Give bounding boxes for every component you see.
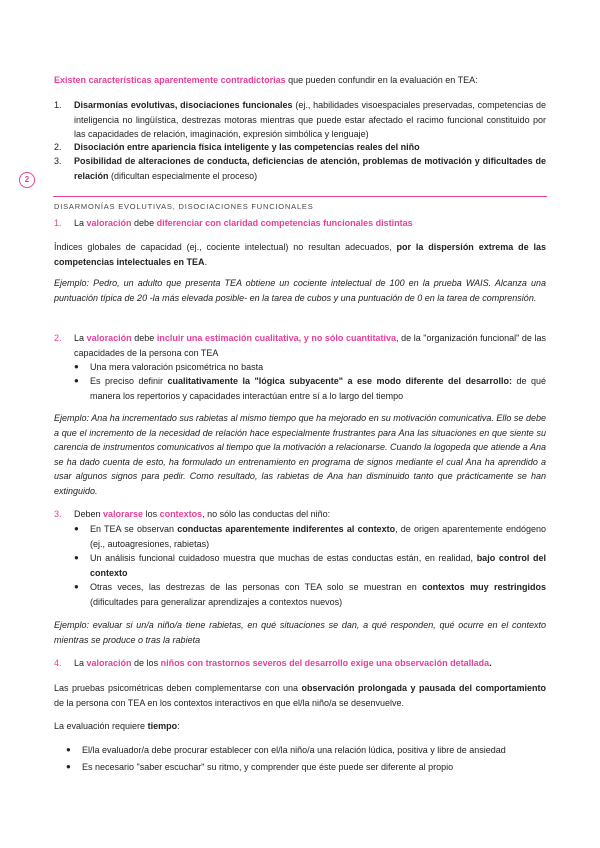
section-divider (53, 196, 547, 197)
point-1 (54, 216, 546, 231)
bullet-dot: ● (74, 362, 79, 371)
paragraph-text: . (204, 256, 208, 267)
top-list-item-2 (54, 140, 546, 155)
paragraph-bold: tiempo (147, 721, 178, 731)
point-text: La (74, 218, 87, 228)
point-2 (54, 331, 546, 360)
point-highlight: diferenciar con claridad competencias funcionales distintas (156, 218, 413, 228)
bullet-bold: contextos muy restringidos (422, 582, 546, 592)
bullet-item (74, 374, 546, 403)
bullet-item (74, 551, 546, 580)
intro-highlight: Existen características aparentemente contradictorias (54, 75, 286, 85)
bullet-text: Otras veces, las destrezas de las personas con TEA solo se muestran en (90, 582, 423, 592)
example-pedro: Ejemplo: Pedro, un adulto que presenta TEA obtiene un cociente intelectual de 100 en la prueba WAIS. Alcanza una puntuación típica de 20 -la más elevada posible- en la tarea de cubos y una puntuación de 0 en la tarea de comprensión. (54, 278, 546, 303)
list-item-rest: (dificultan especialmente el proceso) (108, 170, 258, 181)
point-text: los (143, 509, 160, 519)
point-3 (54, 507, 546, 522)
paragraph-bold: por la dispersión extrema de las competencias intelectuales en TEA (54, 242, 546, 267)
bullet-item (66, 743, 538, 758)
point-4 (54, 656, 546, 671)
point-text: La (74, 658, 87, 668)
bullet-item (74, 360, 546, 375)
paragraph-text: de la persona con TEA en los contextos interactivos en que el/la niño/a se desenvuelve. (54, 697, 405, 708)
list-item-rest: (ej., habilidades visoespaciales preservadas, competencias de inteligencia no lingüística, destrezas motoras mientras que puede estar afectado el racimo funcional constituido por las capacidades de relación, imaginación, expresión simbólica y lenguaje) (74, 100, 547, 139)
point-highlight: valoración (86, 218, 132, 228)
example-rabietas: Ejemplo: evaluar si un/a niño/a tiene rabietas, en qué situaciones se dan, a qué responden, qué ocurre en el contexto mientras se produce o tras la rabieta (54, 620, 546, 645)
paragraph-indices (54, 240, 546, 269)
list-number: 3. (54, 156, 62, 166)
point-highlight: valoración (86, 658, 132, 668)
bullet-text: , de origen aparentemente endógeno (ej., autoagresiones, rabietas) (90, 524, 547, 549)
bullet-text: (dificultades para generalizar aprendizajes a contextos nuevos) (90, 596, 343, 607)
page-number-badge: 2 (19, 172, 35, 188)
bullet-bold: bajo control del contexto (90, 553, 546, 578)
example-ana: Ejemplo: Ana ha incrementado sus rabietas al mismo tiempo que ha mejorado en su motivación comunicativa. Ello se debe a que el incremento de la necesidad de relación hace especialmente frustrantes para Ana las situaciones en que siente su carencia de instrumentos comunicativos al tiempo que la motivación a relacionarse. Cuando la logopeda que atiende a Ana se ha dado cuenta de esto, ha formulado un entrenamiento en programa de signos mediante el cual Ana ha aprendido a usar algunos signos para pedir. Como resultado, las rabietas de Ana han disminuido tanto que prácticamente se han extinguido. (54, 413, 546, 496)
list-item-bold: Disociación entre apariencia física inteligente y las competencias reales del niño (74, 142, 420, 152)
point-text: . (489, 658, 492, 668)
point-text: debe (131, 218, 157, 228)
top-list-item-1 (54, 98, 546, 142)
bullet-item (74, 580, 546, 609)
paragraph-text: Las pruebas psicométricas deben complementarse con una (54, 683, 302, 693)
point-number: 1. (54, 218, 62, 228)
point-text: La (74, 333, 87, 343)
bullet-bold: cualitativamente la "lógica subyacente" a ese modo diferente del desarrollo: (167, 376, 512, 386)
bullet-dot: ● (74, 582, 79, 591)
bullet-text: Un análisis funcional cuidadoso muestra que muchas de estas conductas están, en realidad, (90, 553, 477, 563)
paragraph-text: : (177, 721, 180, 731)
point-highlight: niños con trastornos severos del desarrollo exige una observación detallada (160, 658, 490, 668)
list-item-bold: Posibilidad de alteraciones de conducta, deficiencias de atención, problemas de motivación y dificultades de relación (74, 156, 546, 181)
bullet-dot: ● (74, 376, 79, 385)
point-highlight: incluir una estimación cualitativa, y no sólo cuantitativa (156, 333, 397, 343)
bullet-dot: ● (74, 524, 79, 533)
bullet-text: En TEA se observan (90, 524, 178, 534)
point-number: 4. (54, 658, 62, 668)
point-highlight: valoración (86, 333, 132, 343)
point-text: debe (131, 333, 157, 343)
paragraph-tiempo (54, 719, 546, 734)
bullet-text: El/la evaluador/a debe procurar establecer con el/la niño/a una relación lúdica, positiva y libre de ansiedad (82, 745, 506, 755)
paragraph-bold: observación prolongada y pausada del comportamiento (301, 683, 546, 693)
point-highlight: contextos (159, 509, 203, 519)
point-highlight: valorarse (103, 509, 144, 519)
point-text: , no sólo las conductas del niño: (202, 509, 331, 519)
point-text: Deben (74, 509, 104, 519)
bullet-text: de qué manera los repertorios y capacidades interactúan entre sí a lo largo del tiempo (90, 376, 546, 401)
paragraph-text: La evaluación requiere (54, 721, 148, 731)
point-number: 2. (54, 333, 62, 343)
bullet-dot: ● (66, 745, 71, 754)
paragraph-text: Índices globales de capacidad (ej., cociente intelectual) no resultan adecuados, (54, 242, 397, 252)
bullet-dot: ● (66, 762, 71, 771)
bullet-text: Una mera valoración psicométrica no basta (90, 362, 264, 372)
list-number: 1. (54, 100, 62, 110)
bullet-dot: ● (74, 553, 79, 562)
top-list-item-3 (54, 154, 546, 183)
point-number: 3. (54, 509, 62, 519)
paragraph-observacion (54, 681, 546, 710)
list-number: 2. (54, 142, 62, 152)
bullet-item (74, 522, 546, 551)
bullet-item (66, 760, 538, 775)
bullet-text: Es preciso definir (90, 376, 168, 386)
intro-rest: que pueden confundir en la evaluación en TEA: (285, 75, 478, 85)
list-item-bold: Disarmonías evolutivas, disociaciones funcionales (74, 100, 293, 110)
bullet-text: Es necesario "saber escuchar" su ritmo, y comprender que éste puede ser diferente al propio (82, 762, 454, 772)
point-text: , de la "organización funcional" de las capacidades de la persona con TEA (74, 333, 547, 358)
intro-line (54, 73, 546, 88)
point-text: de los (131, 658, 161, 668)
bullet-bold: conductas aparentemente indiferentes al contexto (177, 524, 396, 534)
section-title: DISARMONÍAS EVOLUTIVAS, DISOCIACIONES FUNCIONALES (54, 202, 314, 211)
